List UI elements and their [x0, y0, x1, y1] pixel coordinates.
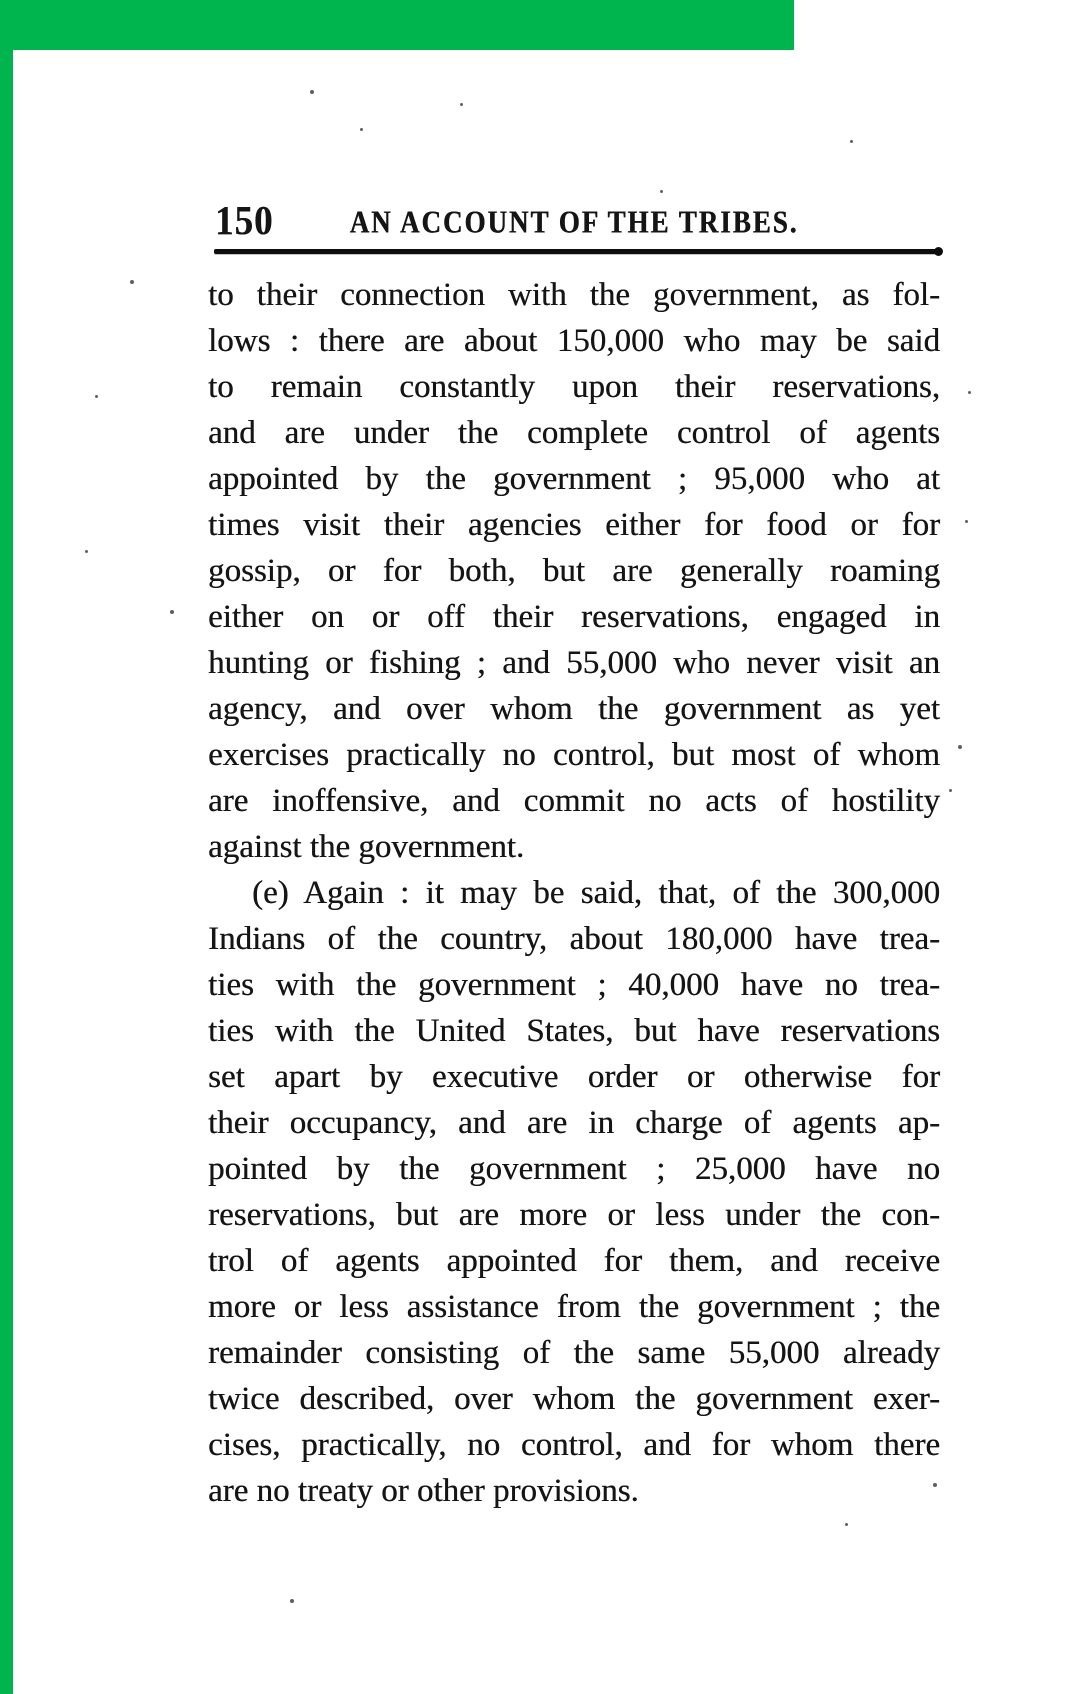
- text-line: their occupancy, and are in charge of agents ap-: [208, 1105, 940, 1141]
- text-line: trol of agents appointed for them, and receive: [208, 1243, 940, 1279]
- text-line: remainder consisting of the same 55,000 already: [208, 1335, 940, 1371]
- text-line: more or less assistance from the government ; the: [208, 1289, 940, 1325]
- scan-edge-artifact-left: [0, 0, 13, 1694]
- text-line: agency, and over whom the government as yet: [208, 691, 940, 727]
- text-line: set apart by executive order or otherwise for: [208, 1059, 940, 1095]
- text-line: either on or off their reservations, engaged in: [208, 599, 940, 635]
- text-line: to their connection with the government, as fol-: [208, 277, 940, 313]
- text-line: appointed by the government ; 95,000 who at: [208, 461, 940, 497]
- ink-speck: [968, 391, 971, 394]
- text-line: (e) Again : it may be said, that, of the 300,000: [252, 875, 940, 911]
- page-number: 150: [215, 198, 274, 245]
- text-line: gossip, or for both, but are generally roaming: [208, 553, 940, 589]
- text-line: hunting or fishing ; and 55,000 who never visit an: [208, 645, 940, 681]
- ink-speck: [95, 395, 98, 398]
- ink-speck: [170, 610, 174, 614]
- ink-speck: [850, 140, 853, 143]
- text-line: cises, practically, no control, and for whom there: [208, 1427, 940, 1463]
- ink-speck: [958, 745, 962, 749]
- ink-speck: [933, 1483, 937, 1487]
- text-line: twice described, over whom the government exer-: [208, 1381, 940, 1417]
- header-rule-end-dot: [934, 247, 943, 256]
- running-header-title: AN ACCOUNT OF THE TRIBES.: [349, 204, 799, 240]
- text-line: are no treaty or other provisions.: [208, 1473, 639, 1509]
- text-line: times visit their agencies either for food or for: [208, 507, 940, 543]
- ink-speck: [130, 280, 134, 284]
- ink-speck: [965, 520, 968, 523]
- ink-speck: [845, 1523, 848, 1526]
- text-line: lows : there are about 150,000 who may be said: [208, 323, 940, 359]
- page-body-text: [208, 272, 940, 1514]
- ink-speck: [85, 550, 88, 553]
- text-line: are inoffensive, and commit no acts of hostility: [208, 783, 940, 819]
- text-line: against the government.: [208, 829, 525, 865]
- ink-speck: [360, 128, 363, 131]
- text-line: Indians of the country, about 180,000 have trea-: [208, 921, 940, 957]
- ink-speck: [290, 1599, 294, 1603]
- text-line: exercises practically no control, but most of whom: [208, 737, 940, 773]
- ink-speck: [460, 103, 463, 106]
- text-line: reservations, but are more or less under the con-: [208, 1197, 940, 1233]
- header-rule: [214, 249, 938, 254]
- ink-speck: [660, 190, 663, 193]
- text-line: to remain constantly upon their reservations,: [208, 369, 940, 405]
- ink-speck: [949, 789, 952, 792]
- scan-edge-artifact-top: [0, 0, 794, 50]
- text-line: ties with the government ; 40,000 have no trea-: [208, 967, 940, 1003]
- text-line: ties with the United States, but have reservations: [208, 1013, 940, 1049]
- ink-speck: [310, 90, 314, 94]
- text-line: pointed by the government ; 25,000 have no: [208, 1151, 940, 1187]
- text-line: and are under the complete control of agents: [208, 415, 940, 451]
